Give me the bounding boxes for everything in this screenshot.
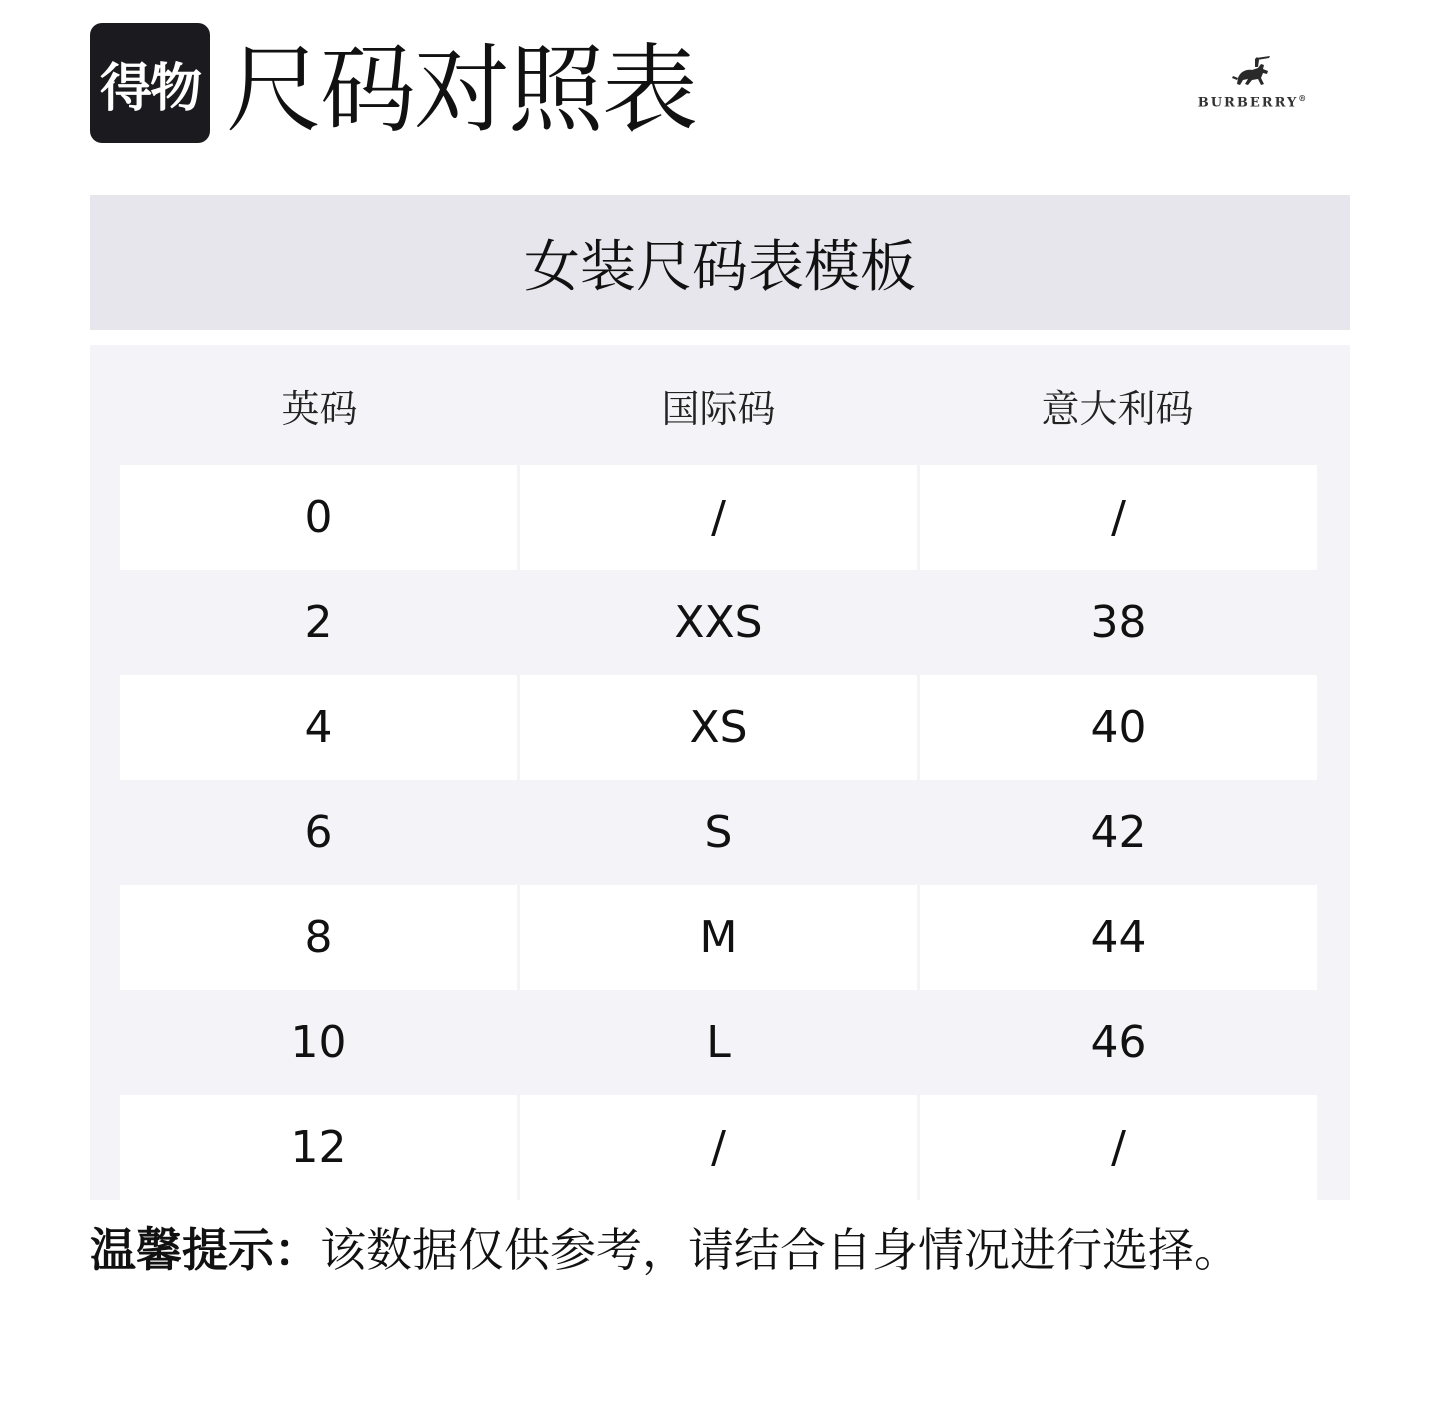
table-row <box>120 570 1317 675</box>
page-title: 尺码对照表 <box>226 34 696 146</box>
cell-italian-size: / <box>920 465 1317 570</box>
cell-uk-size: 0 <box>120 465 517 570</box>
cell-uk-size: 2 <box>304 597 333 648</box>
cell-italian-size: 46 <box>1090 1017 1147 1068</box>
cell-italian-size: 42 <box>1090 807 1147 858</box>
table-row <box>120 990 1317 1095</box>
brand-wordmark: BURBERRY® <box>1197 93 1309 111</box>
table-row <box>120 885 1317 990</box>
table-row <box>120 675 1317 780</box>
table-header-row <box>120 345 1317 465</box>
app-logo <box>90 23 210 143</box>
table-body <box>120 465 1317 1200</box>
section-title: 女装尺码表模板 <box>90 195 1350 330</box>
column-header-international-size: 国际码 <box>661 386 776 431</box>
equestrian-knight-icon <box>1230 56 1276 92</box>
cell-international-size: / <box>520 1095 917 1200</box>
cell-international-size: XXS <box>674 597 763 648</box>
cell-international-size: / <box>520 465 917 570</box>
disclaimer-text: 该数据仅供参考，请结合自身情况进行选择。 <box>320 1223 1240 1277</box>
cell-uk-size: 4 <box>120 675 517 780</box>
cell-uk-size: 10 <box>290 1017 347 1068</box>
column-header-italian-size: 意大利码 <box>1041 386 1194 431</box>
cell-uk-size: 12 <box>120 1095 517 1200</box>
cell-uk-size: 6 <box>304 807 333 858</box>
column-header-uk-size: 英码 <box>281 386 358 431</box>
table-row <box>120 1095 1317 1200</box>
cell-international-size: M <box>520 885 917 990</box>
disclaimer <box>90 1220 1240 1280</box>
cell-international-size: XS <box>520 675 917 780</box>
cell-international-size: L <box>706 1017 731 1068</box>
cell-italian-size: / <box>920 1095 1317 1200</box>
cell-italian-size: 40 <box>920 675 1317 780</box>
size-table <box>90 345 1350 1200</box>
disclaimer-label: 温馨提示： <box>90 1223 320 1277</box>
cell-italian-size: 38 <box>1090 597 1147 648</box>
app-logo-text: 得物 <box>99 58 200 119</box>
brand-logo <box>1176 56 1330 112</box>
cell-international-size: S <box>704 807 733 858</box>
cell-uk-size: 8 <box>120 885 517 990</box>
cell-italian-size: 44 <box>920 885 1317 990</box>
table-row <box>120 780 1317 885</box>
table-row <box>120 465 1317 570</box>
